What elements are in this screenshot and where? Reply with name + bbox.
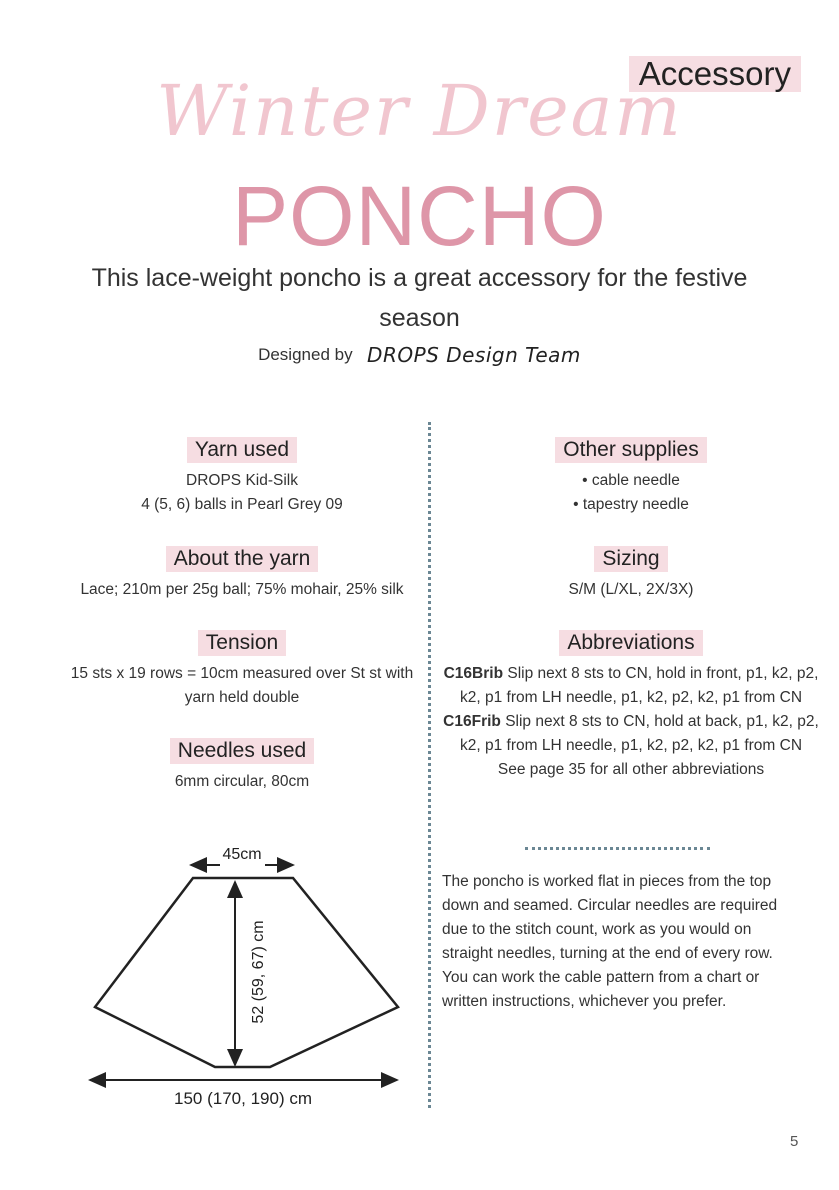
tension-text: 15 sts x 19 rows = 10cm measured over St st with yarn held double <box>70 665 414 706</box>
needles-section <box>62 738 422 794</box>
abbreviation-term: C16Brib <box>443 665 504 682</box>
abbreviation-c16brib <box>440 662 822 710</box>
abbreviations-note: See page 35 for all other abbreviations <box>497 761 765 778</box>
column-divider <box>428 422 431 1108</box>
tension-heading: Tension <box>198 630 286 656</box>
bottom-width-label: 150 (170, 190) cm <box>174 1089 312 1108</box>
supplies-heading: Other supplies <box>555 437 706 463</box>
sizing-text: S/M (L/XL, 2X/3X) <box>568 581 694 598</box>
supply-item: • tapestry needle <box>573 496 689 513</box>
section-divider <box>525 847 710 850</box>
abbreviation-definition: Slip next 8 sts to CN, hold at back, p1, k2, p2, k2, p1 from LH needle, p1, k2, p2, k2, p1 from CN <box>459 713 819 754</box>
poncho-outline <box>95 878 398 1067</box>
needles-heading: Needles used <box>170 738 314 764</box>
script-title: Winter Dream <box>156 70 683 152</box>
designed-by-label: Designed by <box>258 345 353 364</box>
abbreviation-definition: Slip next 8 sts to CN, hold in front, p1, k2, p2, k2, p1 from LH needle, p1, k2, p2, k2, p1 from CN <box>459 665 819 706</box>
abbreviations-heading: Abbreviations <box>559 630 702 656</box>
designer-line <box>0 343 839 367</box>
poncho-schematic <box>80 835 410 1115</box>
page-number: 5 <box>790 1133 799 1150</box>
about-yarn-section <box>62 546 422 602</box>
designer-name: DROPS Design Team <box>367 343 581 367</box>
about-yarn-heading: About the yarn <box>166 546 319 572</box>
supplies-section <box>440 437 822 517</box>
category-label: Accessory <box>629 56 801 92</box>
yarn-amount: 4 (5, 6) balls in Pearl Grey 09 <box>141 496 343 513</box>
yarn-section <box>62 437 422 517</box>
abbreviations-section <box>440 630 822 782</box>
sizing-heading: Sizing <box>594 546 667 572</box>
sizing-section <box>440 546 822 602</box>
about-yarn-text: Lace; 210m per 25g ball; 75% mohair, 25% silk <box>80 581 404 598</box>
length-label: 52 (59, 67) cm <box>250 920 267 1024</box>
intro-paragraph: The poncho is worked flat in pieces from the top down and seamed. Circular needles are required due to the stitch count, work as you would on straight needles, turning at the end of every row. You can work the cable pattern from a chart or written instructions, whichever you prefer. <box>442 873 778 1010</box>
abbreviation-c16frib <box>440 710 822 758</box>
yarn-heading: Yarn used <box>187 437 297 463</box>
supply-item: • cable needle <box>582 472 680 489</box>
yarn-name: DROPS Kid-Silk <box>186 472 298 489</box>
tension-section <box>62 630 422 710</box>
top-width-label: 45cm <box>222 846 262 863</box>
page-title: PONCHO <box>232 169 607 263</box>
subtitle: This lace-weight poncho is a great accessory for the festive season <box>91 264 748 332</box>
needles-text: 6mm circular, 80cm <box>174 773 310 790</box>
abbreviation-term: C16Frib <box>443 713 501 730</box>
